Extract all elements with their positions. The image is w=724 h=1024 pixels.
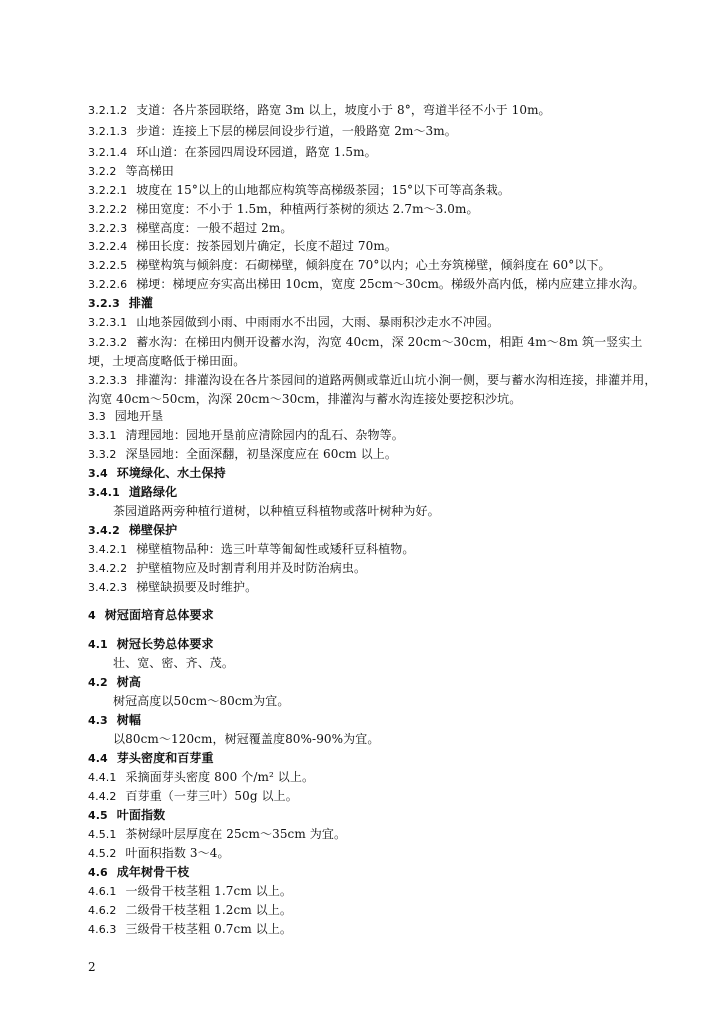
clause-3-2-2-6: 3.2.2.6 梯埂：梯埂应夯实高出梯田 10cm，宽度 25cm～30cm。梯级外高内低，梯内应建立排水沟。	[88, 277, 645, 291]
clause-3-2-2-5: 3.2.2.5 梯壁构筑与倾斜度：石砌梯壁，倾斜度在 70°以内；心土夯筑梯壁，倾斜度在 60°以下。	[88, 258, 611, 272]
heading-3-3: 3.3 园地开垦	[88, 409, 164, 423]
clause-3-3-2: 3.3.2 深垦园地：全面深翻，初垦深度应在 60cm 以上。	[88, 447, 397, 461]
heading-4-5: 4.5 叶面指数	[88, 808, 166, 822]
clause-4-5-2: 4.5.2 叶面积指数 3～4。	[88, 846, 230, 860]
clause-3-3-1: 3.3.1 清理园地：园地开垦前应清除园内的乱石、杂物等。	[88, 428, 404, 442]
paragraph-4-3: 以80cm～120cm，树冠覆盖度80%-90%为宜。	[113, 732, 380, 746]
chapter-4-title: 4 树冠面培育总体要求	[88, 608, 214, 622]
paragraph-road-greening: 茶园道路两旁种植行道树，以种植豆科植物或落叶树种为好。	[113, 504, 440, 518]
heading-3-4-2: 3.4.2 梯壁保护	[88, 523, 178, 537]
heading-3-2-3: 3.2.3 排灌	[88, 296, 154, 310]
page-number: 2	[88, 960, 96, 974]
heading-4-4: 4.4 芽头密度和百芽重	[88, 751, 214, 765]
clause-3-2-3-2: 3.2.3.2 蓄水沟：在梯田内侧开设蓄水沟，沟宽 40cm，深 20cm～30cm，相距 4m～8m 筑一竖实土埂，土埂高度略低于梯田面。	[88, 335, 643, 368]
clause-3-2-1-3: 3.2.1.3 步道：连接上下层的梯层间设步行道，一般路宽 2m～3m。	[88, 124, 457, 138]
paragraph-4-2: 树冠高度以50cm～80cm为宜。	[113, 694, 290, 708]
heading-3-4: 3.4 环境绿化、水土保持	[88, 466, 226, 480]
heading-3-4-1: 3.4.1 道路绿化	[88, 485, 178, 499]
heading-4-6: 4.6 成年树骨干枝	[88, 865, 190, 879]
clause-4-4-2: 4.4.2 百芽重（一芽三叶）50g 以上。	[88, 789, 298, 803]
heading-4-3: 4.3 树幅	[88, 713, 141, 727]
heading-3-2-2: 3.2.2 等高梯田	[88, 164, 174, 178]
clause-4-6-3: 4.6.3 三级骨干枝茎粗 0.7cm 以上。	[88, 922, 293, 936]
heading-4-2: 4.2 树高	[88, 675, 141, 689]
clause-3-2-2-3: 3.2.2.3 梯壁高度：一般不超过 2m。	[88, 221, 293, 235]
clause-3-4-2-3: 3.4.2.3 梯壁缺损要及时维护。	[88, 580, 258, 594]
clause-3-2-1-2: 3.2.1.2 支道：各片茶园联络，路宽 3m 以上，坡度小于 8°，弯道半径不小于 10m。	[88, 103, 551, 117]
clause-4-6-1: 4.6.1 一级骨干枝茎粗 1.7cm 以上。	[88, 884, 293, 898]
paragraph-4-1: 壮、宽、密、齐、茂。	[113, 656, 235, 670]
clause-3-2-2-4: 3.2.2.4 梯田长度：按茶园划片确定，长度不超过 70m。	[88, 239, 397, 253]
clause-3-4-2-1: 3.4.2.1 梯壁植物品种：选三叶草等匍匐性或矮秆豆科植物。	[88, 542, 415, 556]
clause-3-2-1-4: 3.2.1.4 环山道：在茶园四周设环园道，路宽 1.5m。	[88, 145, 377, 159]
clause-3-2-2-2: 3.2.2.2 梯田宽度：不小于 1.5m，种植两行茶树的须达 2.7m～3.0m。	[88, 202, 479, 216]
clause-4-5-1: 4.5.1 茶树绿叶层厚度在 25cm～35cm 为宜。	[88, 827, 347, 841]
clause-4-6-2: 4.6.2 二级骨干枝茎粗 1.2cm 以上。	[88, 903, 293, 917]
clause-3-4-2-2: 3.4.2.2 护壁植物应及时割青利用并及时防治病虫。	[88, 561, 367, 575]
clause-4-4-1: 4.4.1 采摘面芽头密度 800 个/m² 以上。	[88, 770, 315, 784]
heading-4-1: 4.1 树冠长势总体要求	[88, 637, 214, 651]
clause-3-2-2-1: 3.2.2.1 坡度在 15°以上的山地都应构筑等高梯级茶园；15°以下可等高条栽。	[88, 183, 510, 197]
clause-3-2-3-3: 3.2.3.3 排灌沟：排灌沟设在各片茶园间的道路两侧或靠近山坑小涧一侧，要与蓄水沟相连接，排灌并用，沟宽 40cm～50cm，沟深 20cm～30cm，排灌沟与蓄水沟连接处要挖积沙坑。	[88, 373, 657, 406]
clause-3-2-3-1: 3.2.3.1 山地茶园做到小雨、中雨雨水不出园，大雨、暴雨积沙走水不冲园。	[88, 315, 500, 329]
